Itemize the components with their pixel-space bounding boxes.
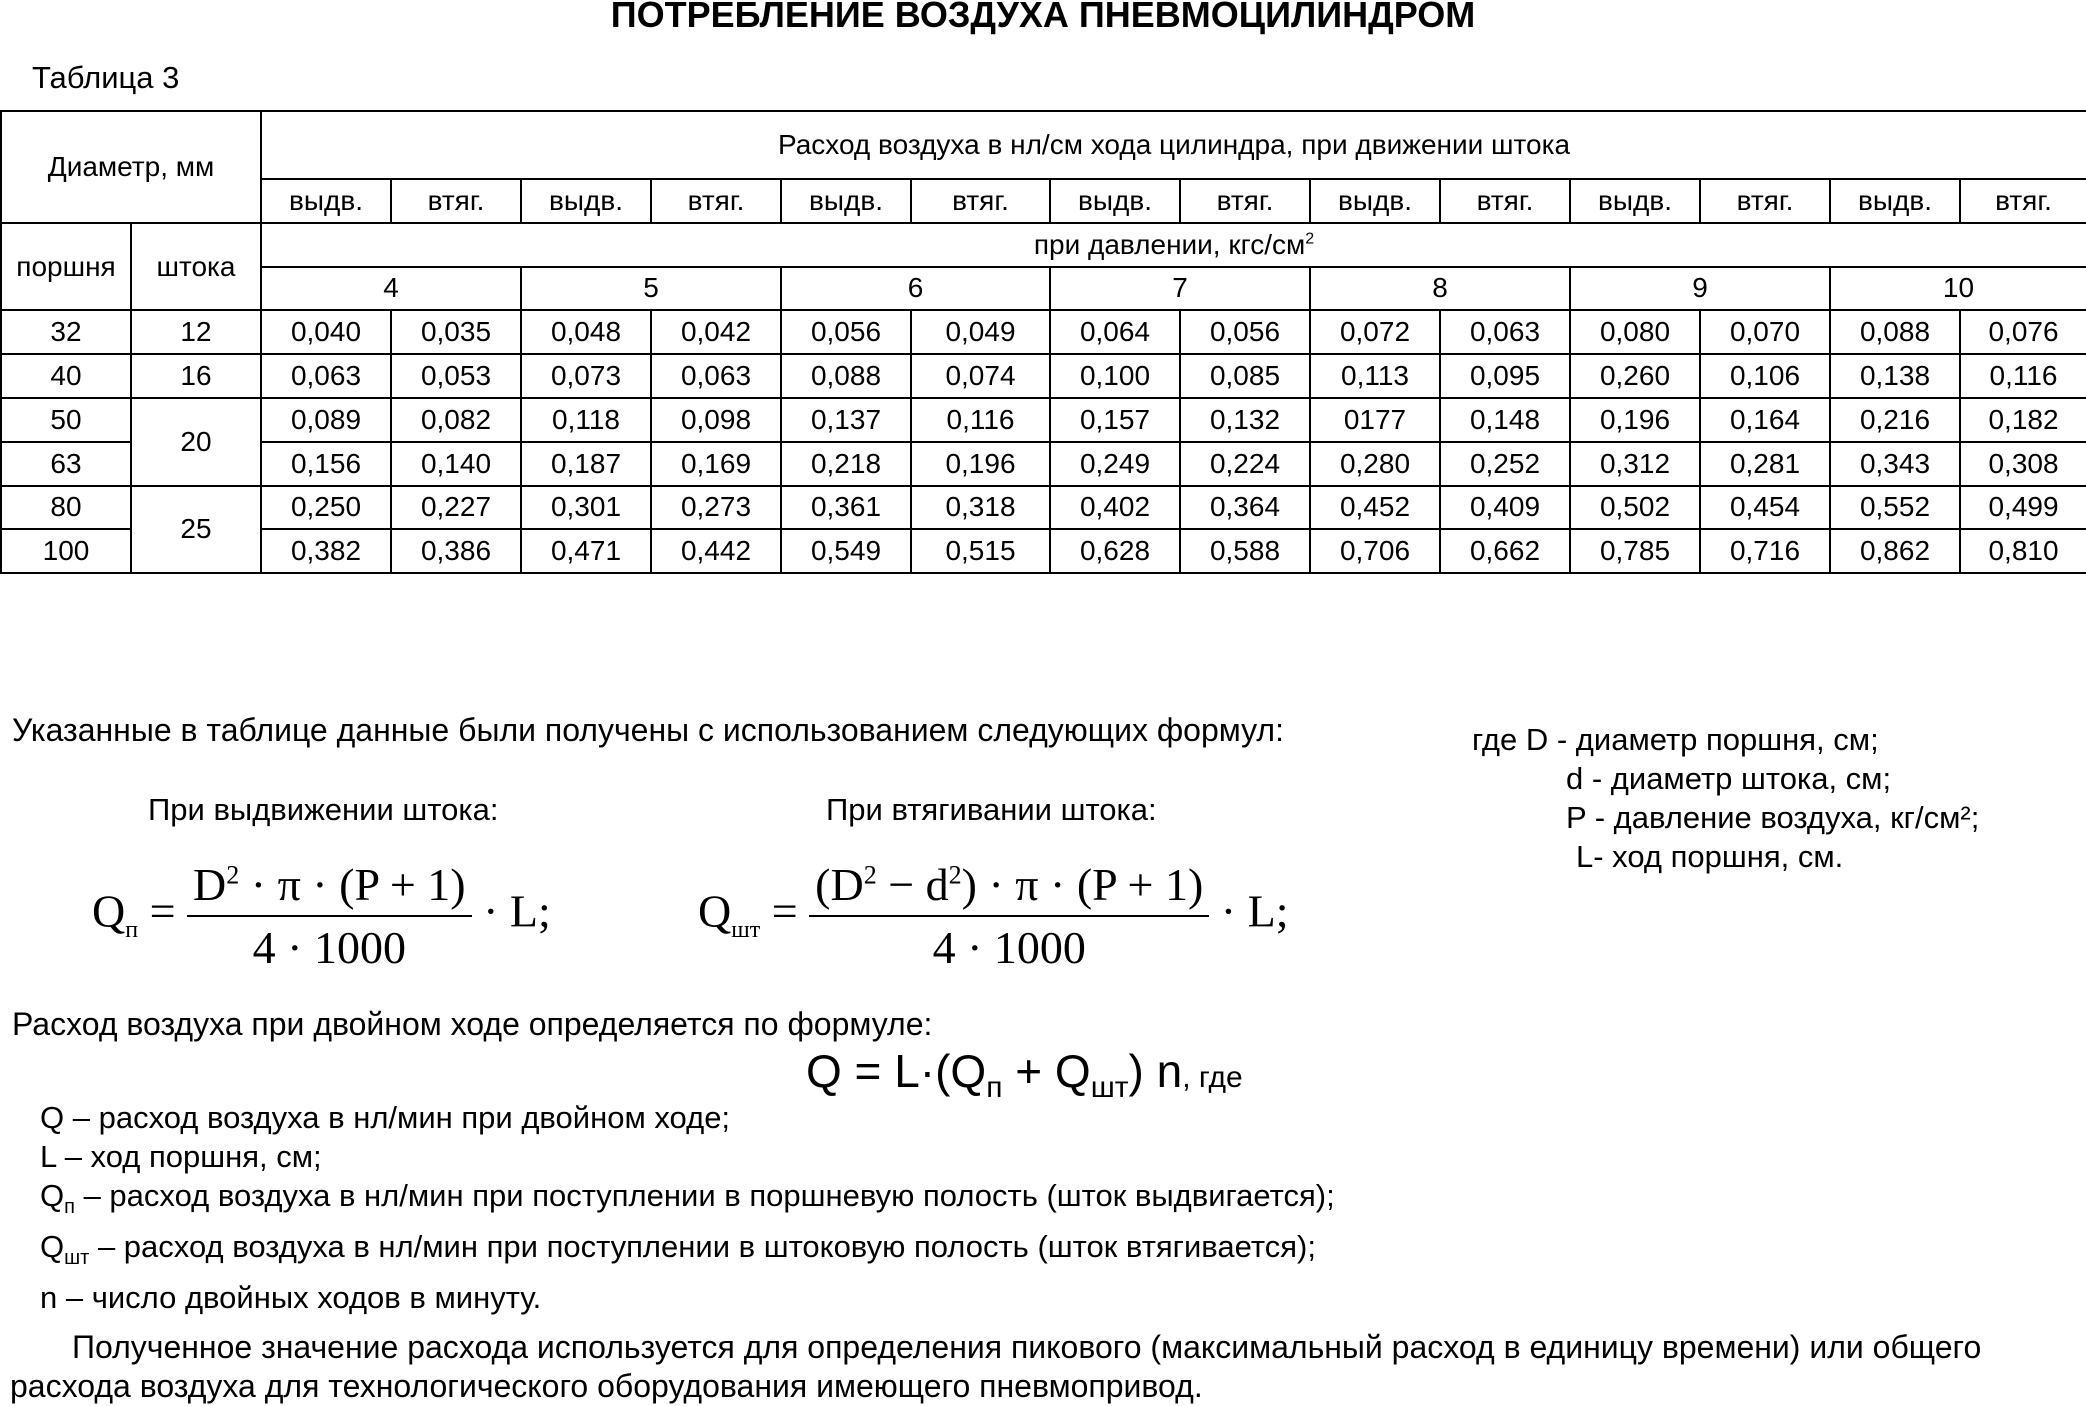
piston-diameter: 40 (1, 354, 131, 398)
direction-retract: втяг. (1440, 179, 1570, 223)
flow-value-cell: 0,076 (1960, 310, 2086, 354)
formula-equals: = (771, 885, 798, 937)
num-part: ) · π · (P + 1) (961, 859, 1204, 910)
flow-value-cell: 0,409 (1440, 486, 1570, 530)
flow-value-cell: 0,273 (651, 486, 781, 530)
flow-value-cell: 0,442 (651, 529, 781, 573)
flow-value-cell: 0,402 (1050, 486, 1180, 530)
pressure-header (261, 223, 2086, 267)
direction-extend: выдв. (1310, 179, 1440, 223)
direction-retract: втяг. (1960, 179, 2086, 223)
flow-value-cell: 0,100 (1050, 354, 1180, 398)
double-stroke-formula (806, 1044, 1243, 1105)
definition-text: – расход воздуха в нл/мин при двойном ходе; (64, 1100, 731, 1135)
retraction-label: При втягивании штока: (826, 792, 1157, 827)
table-caption: Таблица 3 (32, 60, 180, 95)
table-row (1, 486, 2086, 530)
flow-value-cell: 0,053 (391, 354, 521, 398)
direction-retract: втяг. (1700, 179, 1830, 223)
formula-equals: = (149, 885, 176, 937)
flow-value-cell: 0,095 (1440, 354, 1570, 398)
flow-value-cell: 0,515 (911, 529, 1050, 573)
pressure-value: 7 (1050, 267, 1310, 311)
flow-value-cell: 0,042 (651, 310, 781, 354)
definition-symbol: Q (40, 1178, 65, 1213)
direction-retract: втяг. (651, 179, 781, 223)
formula-part: ) n (1128, 1045, 1183, 1097)
flow-value-cell: 0,064 (1050, 310, 1180, 354)
flow-value-cell: 0,810 (1960, 529, 2086, 573)
flow-value-cell: 0,281 (1700, 442, 1830, 486)
formula-tail: , где (1182, 1061, 1243, 1094)
flow-value-cell: 0,386 (391, 529, 521, 573)
flow-value-cell: 0,063 (651, 354, 781, 398)
rod-diameter: 20 (131, 398, 261, 486)
direction-extend: выдв. (261, 179, 391, 223)
pressure-value: 10 (1830, 267, 2086, 311)
definition-subscript: шт (64, 1247, 90, 1270)
flow-value-cell: 0,361 (781, 486, 911, 530)
formula-intro: Указанные в таблице данные были получены с использованием следующих формул: (12, 712, 1284, 748)
retraction-formula (698, 858, 1289, 974)
flow-value-cell: 0,035 (391, 310, 521, 354)
flow-value-cell: 0,072 (1310, 310, 1440, 354)
flow-value-cell: 0,157 (1050, 398, 1180, 442)
flow-value-cell: 0,164 (1700, 398, 1830, 442)
direction-extend: выдв. (1050, 179, 1180, 223)
formula-symbol: Q (92, 885, 126, 937)
definition-line (40, 1278, 1335, 1317)
flow-value-cell: 0,138 (1830, 354, 1960, 398)
formula-symbol: Q (698, 885, 732, 937)
flow-value-cell: 0,628 (1050, 529, 1180, 573)
legend-line: где D - диаметр поршня, см; (1472, 722, 1879, 757)
table-header-row (1, 111, 2086, 179)
diameter-header: Диаметр, мм (1, 111, 261, 223)
flow-value-cell: 0,343 (1830, 442, 1960, 486)
flow-value-cell: 0,312 (1570, 442, 1700, 486)
flow-value-cell: 0,196 (911, 442, 1050, 486)
formula-subscript: шт (1090, 1071, 1129, 1105)
flow-value-cell: 0,252 (1440, 442, 1570, 486)
formula-fraction (187, 858, 472, 974)
num-part: · π · (P + 1) (239, 859, 466, 910)
flow-value-cell: 0,318 (911, 486, 1050, 530)
definition-text: – ход поршня, см; (56, 1139, 322, 1174)
formula-numerator (187, 858, 472, 917)
rod-diameter: 16 (131, 354, 261, 398)
num-exponent: 2 (948, 860, 962, 890)
page-title: ПОТРЕБЛЕНИЕ ВОЗДУХА ПНЕВМОЦИЛИНДРОМ (610, 0, 1476, 35)
pressure-value: 5 (521, 267, 781, 311)
closing-paragraph: Полученное значение расхода используется для определения пикового (максимальный расход в единицу времени) или общего расхода воздуха для технологического оборудования имеющего пневмопривод. (10, 1329, 1982, 1404)
rod-diameter: 25 (131, 486, 261, 574)
flow-value-cell: 0,216 (1830, 398, 1960, 442)
flow-value-cell: 0,364 (1180, 486, 1310, 530)
flow-value-cell: 0,106 (1700, 354, 1830, 398)
flow-value-cell: 0,182 (1960, 398, 2086, 442)
flow-value-cell: 0,137 (781, 398, 911, 442)
flow-value-cell: 0,308 (1960, 442, 2086, 486)
direction-retract: втяг. (1180, 179, 1310, 223)
formula-fraction (809, 858, 1209, 974)
legend-line: P - давление воздуха, кг/см²; (1566, 800, 1980, 835)
num-exponent: 2 (863, 860, 877, 890)
num-part: − d (876, 859, 949, 910)
flow-value-cell: 0,187 (521, 442, 651, 486)
table-row (1, 310, 2086, 354)
variable-legend (1472, 720, 1979, 876)
direction-retract: втяг. (911, 179, 1050, 223)
direction-extend: выдв. (1570, 179, 1700, 223)
flow-value-cell: 0,063 (1440, 310, 1570, 354)
rod-diameter: 12 (131, 310, 261, 354)
definitions-list (40, 1098, 1335, 1317)
flow-value-cell: 0,662 (1440, 529, 1570, 573)
num-part: D (193, 859, 227, 910)
flow-value-cell: 0,716 (1700, 529, 1830, 573)
pressure-value: 6 (781, 267, 1050, 311)
flow-value-cell: 0177 (1310, 398, 1440, 442)
formula-denominator: 4 · 1000 (932, 922, 1086, 973)
flow-value-cell: 0,048 (521, 310, 651, 354)
flow-value-cell: 0,249 (1050, 442, 1180, 486)
num-exponent: 2 (226, 860, 240, 890)
definition-line (40, 1098, 1335, 1137)
piston-diameter: 100 (1, 529, 131, 573)
formula-denominator: 4 · 1000 (252, 922, 406, 973)
piston-diameter: 50 (1, 398, 131, 442)
direction-extend: выдв. (521, 179, 651, 223)
definition-symbol: Q (40, 1100, 65, 1135)
formula-part: Q = L·(Q (806, 1045, 987, 1097)
piston-diameter: 32 (1, 310, 131, 354)
definition-symbol: L (40, 1139, 57, 1174)
flow-value-cell: 0,224 (1180, 442, 1310, 486)
flow-value-cell: 0,116 (1960, 354, 2086, 398)
flow-value-cell: 0,227 (391, 486, 521, 530)
flow-value-cell: 0,056 (781, 310, 911, 354)
table-row (1, 354, 2086, 398)
flow-value-cell: 0,080 (1570, 310, 1700, 354)
pressure-value: 4 (261, 267, 521, 311)
definition-line (40, 1227, 1335, 1278)
flow-value-cell: 0,301 (521, 486, 651, 530)
legend-line: d - диаметр штока, см; (1566, 761, 1892, 796)
flow-value-cell: 0,549 (781, 529, 911, 573)
flow-value-cell: 0,049 (911, 310, 1050, 354)
flow-value-cell: 0,116 (911, 398, 1050, 442)
formula-tail: · L; (483, 885, 551, 937)
flow-value-cell: 0,118 (521, 398, 651, 442)
legend-line: L- ход поршня, см. (1576, 839, 1844, 874)
pressure-values-row (1, 267, 2086, 311)
flow-value-cell: 0,073 (521, 354, 651, 398)
extension-formula (92, 858, 551, 974)
definition-line (40, 1176, 1335, 1227)
num-part: (D (815, 859, 864, 910)
table-row (1, 442, 2086, 486)
definition-subscript: п (64, 1196, 75, 1219)
flow-value-cell: 0,169 (651, 442, 781, 486)
definition-line (40, 1137, 1335, 1176)
flow-value-cell: 0,588 (1180, 529, 1310, 573)
flow-value-cell: 0,218 (781, 442, 911, 486)
pressure-header-exponent: 2 (1305, 230, 1315, 248)
flow-value-cell: 0,156 (261, 442, 391, 486)
direction-extend: выдв. (1830, 179, 1960, 223)
flow-value-cell: 0,074 (911, 354, 1050, 398)
piston-diameter: 80 (1, 486, 131, 530)
flow-value-cell: 0,502 (1570, 486, 1700, 530)
formula-subscript: шт (731, 916, 761, 943)
flow-value-cell: 0,088 (781, 354, 911, 398)
definition-symbol: Q (40, 1229, 65, 1265)
flow-value-cell: 0,082 (391, 398, 521, 442)
formula-part: + Q (1002, 1045, 1091, 1097)
direction-extend: выдв. (781, 179, 911, 223)
flow-value-cell: 0,085 (1180, 354, 1310, 398)
table-row (1, 398, 2086, 442)
flow-value-cell: 0,471 (521, 529, 651, 573)
flow-header: Расход воздуха в нл/см хода цилиндра, при движении штока (261, 111, 2086, 179)
formula-numerator (809, 858, 1209, 917)
flow-value-cell: 0,280 (1310, 442, 1440, 486)
direction-retract: втяг. (391, 179, 521, 223)
formula-subscript: п (986, 1071, 1003, 1105)
pressure-value: 9 (1570, 267, 1830, 311)
piston-diameter: 63 (1, 442, 131, 486)
direction-row (1, 179, 2086, 223)
definition-text: – расход воздуха в нл/мин при поступлении в поршневую полость (шток выдвигается); (74, 1178, 1335, 1213)
flow-value-cell: 0,148 (1440, 398, 1570, 442)
flow-value-cell: 0,063 (261, 354, 391, 398)
air-consumption-table (0, 110, 2086, 574)
flow-value-cell: 0,382 (261, 529, 391, 573)
flow-value-cell: 0,140 (391, 442, 521, 486)
flow-value-cell: 0,132 (1180, 398, 1310, 442)
double-stroke-intro: Расход воздуха при двойном ходе определяется по формуле: (12, 1006, 933, 1042)
flow-value-cell: 0,056 (1180, 310, 1310, 354)
flow-value-cell: 0,706 (1310, 529, 1440, 573)
rod-header: штока (131, 223, 261, 311)
flow-value-cell: 0,040 (261, 310, 391, 354)
piston-header: поршня (1, 223, 131, 311)
formula-tail: · L; (1220, 885, 1289, 937)
flow-value-cell: 0,862 (1830, 529, 1960, 573)
formula-subscript: п (125, 916, 139, 943)
flow-value-cell: 0,499 (1960, 486, 2086, 530)
flow-value-cell: 0,552 (1830, 486, 1960, 530)
flow-value-cell: 0,196 (1570, 398, 1700, 442)
extension-label: При выдвижении штока: (148, 792, 499, 827)
flow-value-cell: 0,113 (1310, 354, 1440, 398)
flow-value-cell: 0,785 (1570, 529, 1700, 573)
flow-value-cell: 0,088 (1830, 310, 1960, 354)
flow-value-cell: 0,250 (261, 486, 391, 530)
definition-text: – расход воздуха в нл/мин при поступлении в штоковую полость (шток втягивается); (89, 1229, 1316, 1265)
flow-value-cell: 0,070 (1700, 310, 1830, 354)
pressure-header-row (1, 223, 2086, 267)
definition-symbol: n (40, 1280, 58, 1316)
flow-value-cell: 0,260 (1570, 354, 1700, 398)
pressure-value: 8 (1310, 267, 1570, 311)
definition-text: – число двойных ходов в минуту. (57, 1280, 542, 1316)
pressure-header-text: при давлении, кгс/см (1033, 228, 1306, 260)
flow-value-cell: 0,454 (1700, 486, 1830, 530)
flow-value-cell: 0,452 (1310, 486, 1440, 530)
flow-value-cell: 0,089 (261, 398, 391, 442)
table-row (1, 529, 2086, 573)
flow-value-cell: 0,098 (651, 398, 781, 442)
